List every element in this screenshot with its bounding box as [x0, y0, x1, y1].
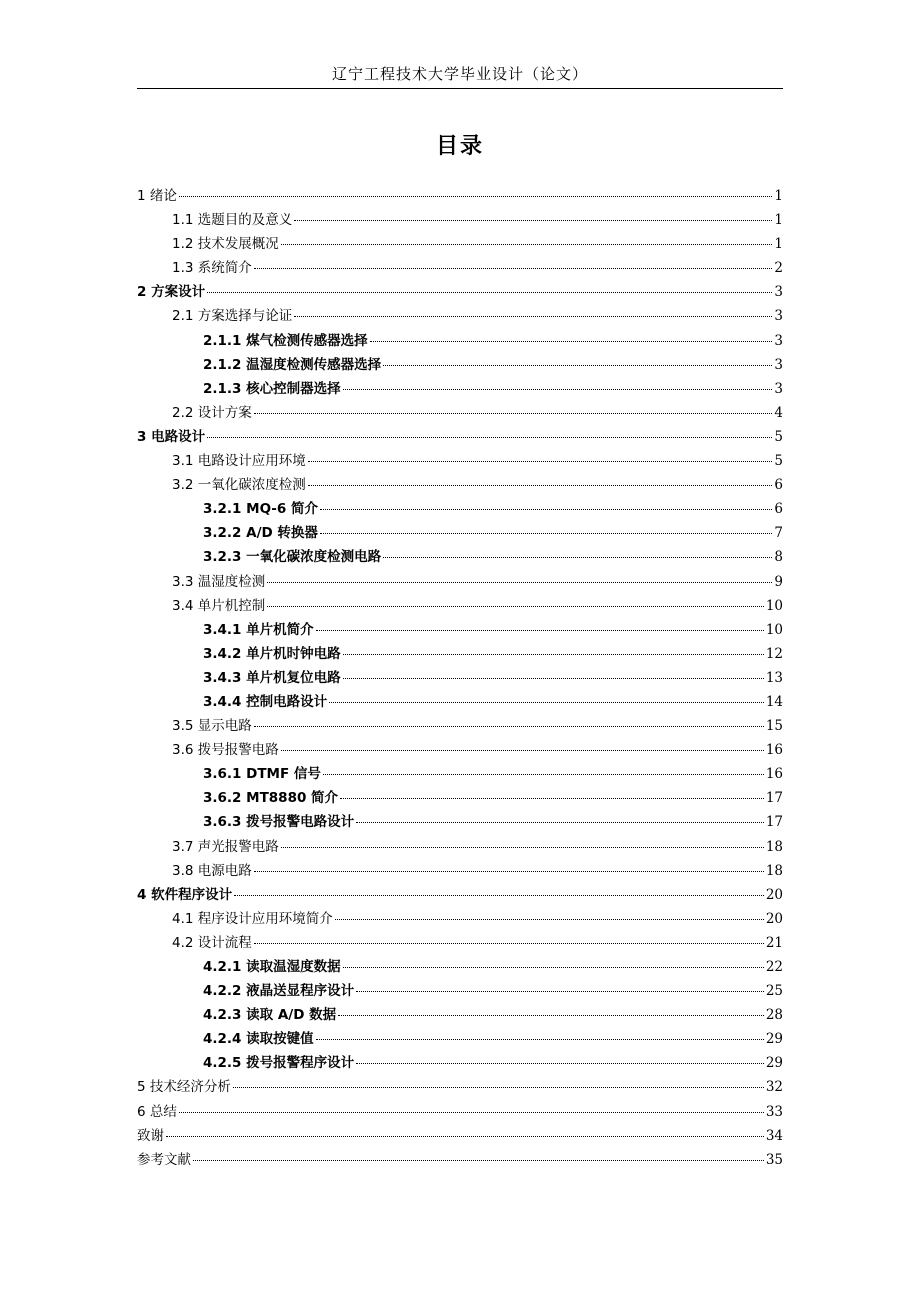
toc-dot-leader	[281, 847, 764, 848]
toc-entry-page-number: 1	[774, 188, 783, 204]
toc-entry-page-number: 1	[774, 236, 783, 253]
toc-entry-label: 2 方案设计	[137, 284, 206, 301]
toc-entry-label: 3.7 声光报警电路	[172, 838, 279, 855]
toc-entry-page-number: 17	[765, 814, 783, 831]
toc-entry[interactable]	[137, 931, 783, 955]
toc-entry-label: 3.6.2 MT8880 简介	[203, 790, 339, 807]
toc-entry-page-number: 12	[765, 645, 783, 662]
toc-entry-page-number: 29	[765, 1031, 783, 1048]
toc-dot-leader	[281, 244, 773, 245]
toc-entry[interactable]	[137, 1051, 783, 1075]
toc-entry-page-number: 6	[774, 477, 783, 494]
toc-entry[interactable]	[137, 570, 783, 594]
toc-dot-leader	[356, 822, 764, 823]
toc-entry-label: 3.2 一氧化碳浓度检测	[172, 477, 306, 494]
toc-entry-page-number: 18	[765, 838, 783, 855]
toc-entry-label: 3.4.1 单片机简介	[203, 621, 314, 638]
toc-dot-leader	[281, 750, 764, 751]
toc-dot-leader	[343, 654, 764, 655]
toc-entry-page-number: 16	[765, 766, 783, 783]
toc-dot-leader	[343, 389, 773, 390]
toc-entry-page-number: 25	[765, 983, 783, 1000]
toc-entry-label: 3 电路设计	[137, 428, 206, 445]
table-of-contents	[137, 184, 783, 1172]
toc-entry-label: 3.2.1 MQ-6 简介	[203, 501, 318, 518]
toc-entry-page-number: 9	[774, 573, 783, 590]
toc-entry-label: 6 总结	[137, 1103, 177, 1120]
toc-entry-label: 2.2 设计方案	[172, 404, 252, 421]
toc-entry[interactable]	[137, 545, 783, 569]
toc-dot-leader	[267, 606, 764, 607]
toc-entry-label: 5 技术经济分析	[137, 1079, 231, 1096]
toc-dot-leader	[207, 437, 772, 438]
toc-entry[interactable]	[137, 762, 783, 786]
toc-entry[interactable]	[137, 521, 783, 545]
toc-entry-label: 3.4 单片机控制	[172, 597, 266, 614]
toc-entry[interactable]	[137, 232, 783, 256]
toc-entry-page-number: 20	[765, 886, 783, 903]
toc-entry-label: 3.2.3 一氧化碳浓度检测电路	[203, 549, 382, 566]
toc-dot-leader	[166, 1136, 764, 1137]
toc-entry-label: 1 绪论	[137, 188, 177, 204]
toc-entry[interactable]	[137, 666, 783, 690]
toc-entry-label: 3.4.4 控制电路设计	[203, 693, 328, 710]
toc-entry[interactable]	[137, 979, 783, 1003]
toc-entry[interactable]	[137, 1027, 783, 1051]
toc-entry[interactable]	[137, 353, 783, 377]
toc-entry[interactable]	[137, 280, 783, 304]
toc-entry-page-number: 2	[774, 260, 783, 277]
toc-dot-leader	[254, 413, 773, 414]
toc-entry[interactable]	[137, 1003, 783, 1027]
toc-entry[interactable]	[137, 329, 783, 353]
toc-entry-label: 3.6 拨号报警电路	[172, 742, 279, 759]
toc-entry-label: 3.8 电源电路	[172, 862, 252, 879]
toc-entry[interactable]	[137, 497, 783, 521]
toc-entry-page-number: 18	[765, 862, 783, 879]
toc-entry-label: 3.1 电路设计应用环境	[172, 453, 306, 470]
toc-entry-page-number: 20	[765, 910, 783, 927]
toc-entry-label: 4.2 设计流程	[172, 934, 252, 951]
toc-entry[interactable]	[137, 835, 783, 859]
toc-entry-label: 参考文献	[137, 1151, 191, 1168]
toc-entry[interactable]	[137, 377, 783, 401]
toc-entry-label: 4.1 程序设计应用环境简介	[172, 910, 333, 927]
toc-entry[interactable]	[137, 401, 783, 425]
toc-dot-leader	[308, 485, 773, 486]
toc-entry[interactable]	[137, 738, 783, 762]
toc-dot-leader	[308, 461, 773, 462]
toc-entry-page-number: 33	[765, 1103, 783, 1120]
toc-entry-label: 3.6.1 DTMF 信号	[203, 766, 321, 783]
toc-dot-leader	[193, 1160, 764, 1161]
running-header: 辽宁工程技术大学毕业设计（论文）	[331, 65, 588, 83]
toc-entry-label: 3.2.2 A/D 转换器	[203, 525, 318, 542]
toc-entry-page-number: 17	[765, 790, 783, 807]
toc-dot-leader	[316, 630, 764, 631]
toc-entry-page-number: 34	[765, 1127, 783, 1144]
toc-entry[interactable]	[137, 883, 783, 907]
toc-entry-page-number: 10	[765, 597, 783, 614]
toc-dot-leader	[356, 1063, 764, 1064]
toc-entry-page-number: 22	[765, 959, 783, 975]
toc-dot-leader	[234, 895, 764, 896]
toc-entry-page-number: 1	[774, 212, 783, 229]
toc-dot-leader	[316, 1039, 764, 1040]
toc-dot-leader	[323, 774, 764, 775]
toc-entry-page-number: 4	[774, 404, 783, 421]
toc-entry[interactable]	[137, 859, 783, 883]
toc-dot-leader	[179, 1112, 764, 1113]
toc-entry[interactable]	[137, 449, 783, 473]
toc-entry[interactable]	[137, 304, 783, 328]
toc-dot-leader	[338, 1015, 764, 1016]
toc-dot-leader	[343, 678, 764, 679]
toc-entry[interactable]	[137, 1100, 783, 1124]
toc-entry-page-number: 3	[774, 284, 783, 301]
toc-entry-page-number: 3	[774, 356, 783, 373]
toc-dot-leader	[233, 1087, 764, 1088]
toc-dot-leader	[254, 268, 773, 269]
toc-dot-leader	[343, 967, 764, 968]
toc-entry-label: 2.1 方案选择与论证	[172, 308, 293, 325]
toc-entry-label: 3.4.3 单片机复位电路	[203, 669, 341, 686]
toc-entry-label: 3.6.3 拨号报警电路设计	[203, 814, 355, 831]
toc-entry-label: 2.1.2 温湿度检测传感器选择	[203, 356, 382, 373]
toc-entry-page-number: 14	[765, 693, 783, 710]
toc-dot-leader	[179, 196, 773, 197]
toc-dot-leader	[370, 341, 773, 342]
toc-entry-label: 3.3 温湿度检测	[172, 573, 266, 590]
toc-dot-leader	[254, 943, 764, 944]
toc-entry[interactable]	[137, 907, 783, 931]
toc-entry-page-number: 21	[765, 934, 783, 951]
header-rule	[137, 88, 783, 89]
toc-entry-page-number: 28	[765, 1007, 783, 1024]
toc-entry[interactable]	[137, 473, 783, 497]
toc-entry-label: 4.2.1 读取温湿度数据	[203, 959, 341, 975]
toc-dot-leader	[383, 365, 772, 366]
toc-dot-leader	[320, 533, 772, 534]
toc-entry-page-number: 7	[774, 525, 783, 542]
toc-entry-page-number: 8	[774, 549, 783, 566]
toc-entry-label: 2.1.3 核心控制器选择	[203, 380, 341, 397]
toc-entry[interactable]	[137, 184, 783, 208]
toc-dot-leader	[207, 292, 772, 293]
toc-entry-page-number: 3	[774, 332, 783, 349]
toc-entry[interactable]	[137, 425, 783, 449]
toc-entry[interactable]	[137, 208, 783, 232]
toc-entry[interactable]	[137, 714, 783, 738]
toc-entry-label: 4.2.4 读取按键值	[203, 1031, 314, 1048]
toc-entry-page-number: 5	[774, 428, 783, 445]
toc-entry-label: 3.5 显示电路	[172, 718, 252, 735]
toc-entry[interactable]	[137, 1148, 783, 1172]
toc-dot-leader	[267, 582, 772, 583]
toc-entry-label: 致谢	[137, 1127, 164, 1144]
toc-dot-leader	[356, 991, 764, 992]
page-title: 目录	[435, 134, 484, 159]
toc-entry[interactable]	[137, 594, 783, 618]
toc-entry-page-number: 16	[765, 742, 783, 759]
toc-dot-leader	[340, 798, 764, 799]
toc-entry-page-number: 15	[765, 718, 783, 735]
toc-entry-label: 4.2.3 读取 A/D 数据	[203, 1007, 337, 1024]
toc-dot-leader	[294, 316, 772, 317]
toc-dot-leader	[320, 509, 772, 510]
toc-entry[interactable]	[137, 810, 783, 834]
toc-entry-page-number: 32	[765, 1079, 783, 1096]
toc-entry-label: 3.4.2 单片机时钟电路	[203, 645, 341, 662]
toc-entry-label: 4.2.5 拨号报警程序设计	[203, 1055, 355, 1072]
toc-dot-leader	[383, 557, 772, 558]
toc-entry-label: 2.1.1 煤气检测传感器选择	[203, 332, 368, 349]
toc-entry[interactable]	[137, 642, 783, 666]
toc-entry-page-number: 35	[765, 1151, 783, 1168]
toc-entry-page-number: 5	[774, 453, 783, 470]
toc-entry[interactable]	[137, 690, 783, 714]
toc-dot-leader	[254, 726, 764, 727]
toc-entry-page-number: 10	[765, 621, 783, 638]
toc-entry-label: 1.3 系统简介	[172, 260, 252, 277]
toc-entry-page-number: 6	[774, 501, 783, 518]
toc-entry[interactable]	[137, 786, 783, 810]
toc-entry-page-number: 3	[774, 308, 783, 325]
toc-entry-label: 1.2 技术发展概况	[172, 236, 279, 253]
toc-entry[interactable]	[137, 955, 783, 979]
toc-dot-leader	[254, 871, 764, 872]
toc-dot-leader	[329, 702, 764, 703]
toc-entry[interactable]	[137, 1124, 783, 1148]
toc-entry-page-number: 3	[774, 380, 783, 397]
toc-dot-leader	[294, 220, 772, 221]
toc-entry-page-number: 13	[765, 669, 783, 686]
toc-entry-label: 4.2.2 液晶送显程序设计	[203, 983, 355, 1000]
toc-entry[interactable]	[137, 618, 783, 642]
toc-entry-label: 4 软件程序设计	[137, 886, 233, 903]
toc-entry-page-number: 29	[765, 1055, 783, 1072]
toc-dot-leader	[335, 919, 764, 920]
toc-entry-label: 1.1 选题目的及意义	[172, 212, 293, 229]
toc-entry[interactable]	[137, 1075, 783, 1099]
toc-entry[interactable]	[137, 256, 783, 280]
